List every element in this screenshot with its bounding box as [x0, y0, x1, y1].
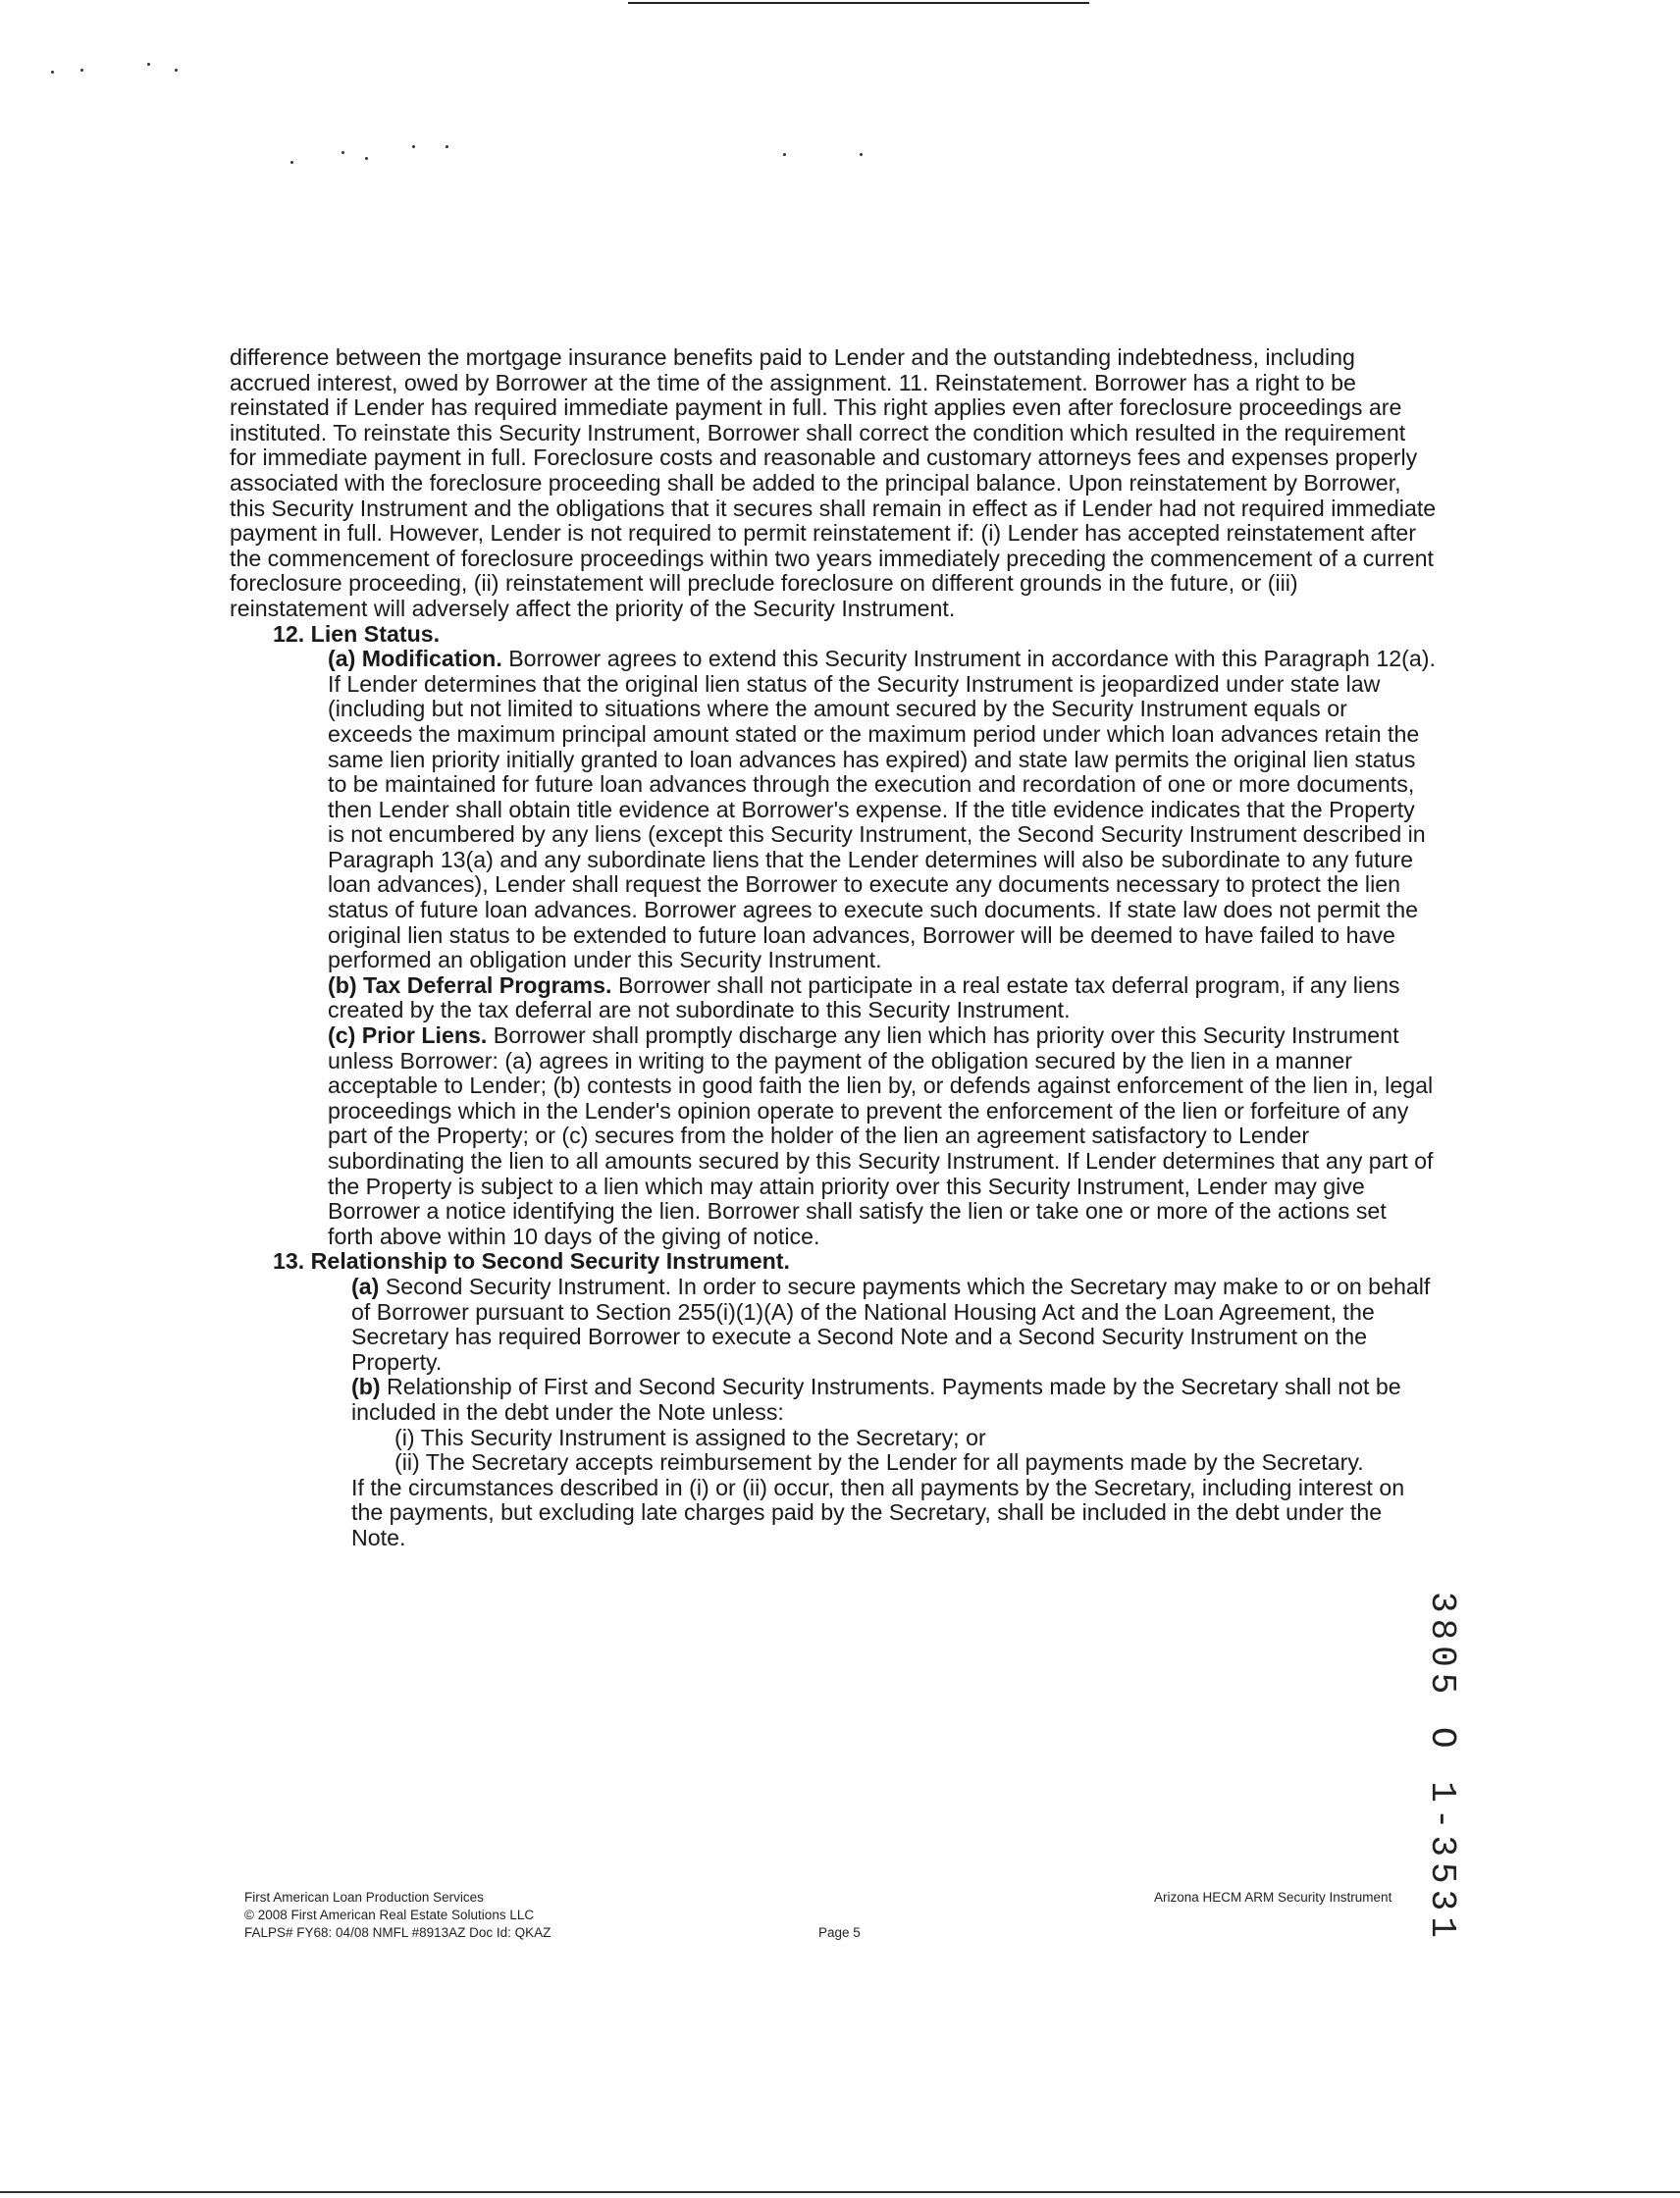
scan-speck [860, 153, 863, 156]
scan-speck [80, 69, 83, 72]
paragraph-12c [230, 1023, 1437, 1249]
paragraph-12a-text: Borrower agrees to extend this Security Instrument in accordance with this Paragraph 12(a). If Lender determines that the original lien status of the Security Instrument is jeopardized under state law (including but not limited to situations where the amount secured by the Security Instrument equals or exceeds the maximum principal amount stated or the maximum period under which loan advances retain the same lien priority initially granted to loan advances has expired) and state law permits the original lien status to be maintained for future loan advances through the execution and recordation of one or more documents, then Lender shall obtain title evidence at Borrower's expense. If the title evidence indicates that the Property is not encumbered by any liens (except this Security Instrument, the Second Security Instrument described in Paragraph 13(a) and any subordinate liens that the Lender determines will also be subordinate to any future loan advances), Lender shall request the Borrower to execute any documents necessary to protect the lien status of future loan advances. Borrower agrees to execute such documents. If state law does not permit the original lien status to be extended to future loan advances, Borrower will be deemed to have failed to have performed an obligation under this Security Instrument. [328, 646, 1436, 973]
scan-speck [290, 161, 293, 164]
scan-speck [51, 71, 54, 74]
paragraph-12a [230, 647, 1437, 973]
paragraph-13a-text: Second Security Instrument. In order to secure payments which the Secretary may make to or on behalf of Borrower pursuant to Section 255(i)(1)(A) of the National Housing Act and the Loan Agreement, the Secretary has required Borrower to execute a Second Note and a Second Security Instrument on the Property. [351, 1273, 1431, 1375]
paragraph-12c-lead: (c) Prior Liens. [328, 1022, 488, 1049]
bottom-scan-rule [0, 2191, 1680, 2193]
scan-speck [341, 151, 344, 154]
paragraph-12c-text: Borrower shall promptly discharge any lien which has priority over this Security Instrument unless Borrower: (a) agrees in writing to the payment of the obligation secured by the lien in a manner acceptable to Lender; (b) contests in good faith the lien by, or defends against enforcement of the lien in, legal proceedings which in the Lender's opinion operate to prevent the enforcement of the lien or forfeiture of any part of the Property; or (c) secures from the holder of the lien an agreement satisfactory to Lender subordinating the lien to all amounts secured by this Security Instrument. If Lender determines that any part of the Property is subject to a lien which may attain priority over this Security Instrument, Lender may give Borrower a notice identifying the lien. Borrower shall satisfy the lien or take one or more of the actions set forth above within 10 days of the giving of notice. [328, 1022, 1434, 1249]
paragraph-12b-lead: (b) Tax Deferral Programs. [328, 971, 612, 998]
paragraph-13a [230, 1275, 1437, 1375]
scan-speck [783, 153, 786, 156]
paragraph-12a-lead: (a) Modification. [328, 646, 502, 672]
page-number: Page 5 [818, 1925, 861, 1940]
scan-speck [412, 145, 415, 148]
paragraph-12b [230, 973, 1437, 1023]
scan-speck [446, 145, 448, 148]
paragraph-13b-text: Relationship of First and Second Security Instruments. Payments made by the Secretary shall not be included in the debt under the Note unless: [351, 1374, 1401, 1425]
top-scan-rule [628, 2, 1089, 4]
paragraph-13b-lead: (b) [351, 1374, 381, 1400]
footer-publisher [244, 1889, 551, 1942]
footer-document-title: Arizona HECM ARM Security Instrument [1154, 1890, 1392, 1905]
section-13-heading: 13. Relationship to Second Security Instrument. [273, 1248, 790, 1275]
scan-speck [175, 69, 178, 72]
scan-speck [365, 157, 368, 160]
paragraph-13-closing: If the circumstances described in (i) or (ii) occur, then all payments by the Secretary, including interest on the payments, but excluding late charges paid by the Secretary, shall be included in the debt under the Note. [351, 1474, 1405, 1550]
paragraph-13b-item-ii: (ii) The Secretary accepts reimbursement by the Lender for all payments made by the Secretary. [394, 1449, 1364, 1476]
paragraph-13b-item-i: (i) This Security Instrument is assigned to the Secretary; or [394, 1424, 986, 1450]
paragraph-13b [230, 1375, 1437, 1425]
section-12-heading: 12. Lien Status. [273, 620, 441, 647]
paragraph-12b-text: Borrower shall not participate in a real estate tax deferral program, if any liens created by the tax deferral are not subordinate to this Security Instrument. [328, 971, 1400, 1023]
paragraph-13a-lead: (a) [351, 1273, 380, 1299]
footer-company: First American Loan Production Services [244, 1890, 484, 1905]
footer-copyright: © 2008 First American Real Estate Solutions LLC [244, 1908, 535, 1922]
scan-speck [147, 63, 150, 66]
recording-stamp [1374, 1588, 1462, 1944]
paragraph-11-reinstatement: difference between the mortgage insurance benefits paid to Lender and the outstanding indebtedness, including accrued interest, owed by Borrower at the time of the assignment. 11. Reinstatement. Borrower has a right to be reinstated if Lender has required immediate payment in full. This right applies even after foreclosure proceedings are instituted. To reinstate this Security Instrument, Borrower shall correct the condition which resulted in the requirement for immediate payment in full. Foreclosure costs and reasonable and customary attorneys fees and expenses properly associated with the foreclosure proceeding shall be added to the principal balance. Upon reinstatement by Borrower, this Security Instrument and the obligations that it secures shall remain in effect as if Lender had not required immediate payment in full. However, Lender is not required to permit reinstatement if: (i) Lender has accepted reinstatement after the commencement of foreclosure proceedings within two years immediately preceding the commencement of a current foreclosure proceeding, (ii) reinstatement will preclude foreclosure on different grounds in the future, or (iii) reinstatement will adversely affect the priority of the Security Instrument. [230, 344, 1437, 621]
recording-stamp-text: 3805 O 1-3531 [1422, 1592, 1462, 1944]
footer-form-id: FALPS# FY68: 04/08 NMFL #8913AZ Doc Id: QKAZ [244, 1925, 551, 1940]
document-body [230, 345, 1437, 1551]
